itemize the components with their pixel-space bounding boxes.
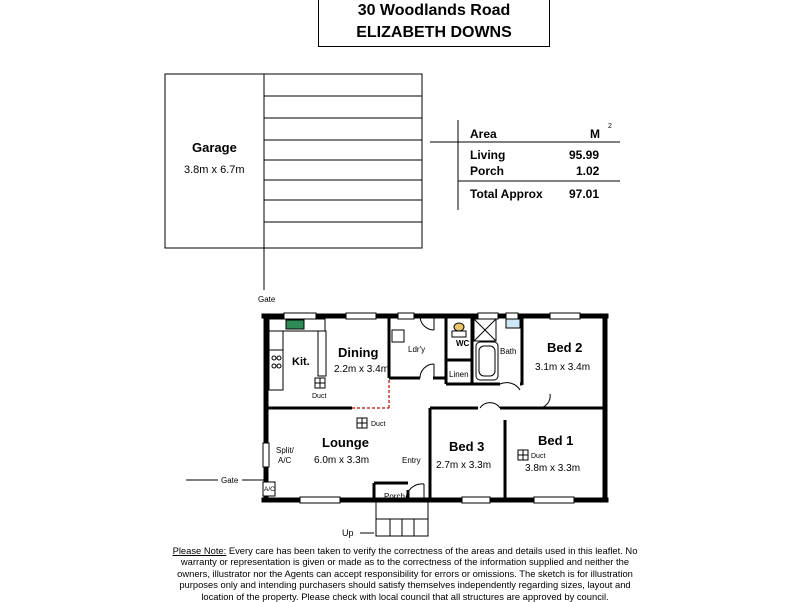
disclaimer-note bbox=[165, 545, 645, 602]
gate-top-label: Gate bbox=[258, 295, 276, 304]
bed1-size: 3.8m x 3.3m bbox=[525, 463, 581, 474]
laundry-trough bbox=[392, 330, 404, 342]
split-ac-label-2: A/C bbox=[278, 456, 292, 465]
duct-bed1-label: Duct bbox=[531, 453, 546, 460]
garage bbox=[165, 74, 422, 290]
note-text: Every care has been taken to verify the correctness of the areas and details used in this leaflet. No warranty or representation is given or made as to the correctness of the information supplied and neither the owners, illustrator nor the Agents can accept responsibility for errors or omissions. The sketch is for illustration purposes only and intending purchasers should satisfy themselves independently regarding sizes, layout and location of the property. Please check with local council that all structures are approved by council. bbox=[177, 545, 638, 602]
area-total-value: 97.01 bbox=[569, 187, 600, 201]
dining-name: Dining bbox=[338, 345, 379, 360]
bed2-size: 3.1m x 3.4m bbox=[535, 362, 591, 373]
area-header-unit: M bbox=[590, 127, 600, 141]
bed1-name: Bed 1 bbox=[538, 433, 574, 448]
area-row-living-label: Living bbox=[470, 148, 506, 162]
duct-dining-label: Duct bbox=[312, 393, 327, 400]
suburb-line: ELIZABETH DOWNS bbox=[356, 24, 512, 41]
area-total-label: Total Approx bbox=[470, 187, 543, 201]
address-line: 30 Woodlands Road bbox=[357, 2, 511, 19]
lounge-size: 6.0m x 3.3m bbox=[314, 455, 370, 466]
porch-label: Porch bbox=[384, 492, 405, 501]
up-label: Up bbox=[342, 528, 354, 538]
area-row-porch-value: 1.02 bbox=[576, 164, 600, 178]
ac-unit-label: A/C bbox=[264, 486, 275, 493]
laundry-name: Ldr'y bbox=[408, 345, 426, 354]
linen-name: Linen bbox=[449, 370, 469, 379]
entry-steps bbox=[360, 502, 428, 536]
area-header-label: Area bbox=[470, 127, 497, 141]
duct-lounge-label: Duct bbox=[371, 421, 386, 428]
note-heading: Please Note: bbox=[172, 545, 227, 556]
area-row-living-value: 95.99 bbox=[569, 148, 600, 162]
split-ac-label-1: Split/ bbox=[276, 446, 294, 455]
area-header-unit-sup: 2 bbox=[608, 123, 612, 130]
wc-name: WC bbox=[456, 339, 470, 348]
lounge-name: Lounge bbox=[322, 435, 369, 450]
gate-left-label: Gate bbox=[221, 476, 239, 485]
kitchen-fixtures bbox=[269, 319, 326, 390]
garage-name: Garage bbox=[192, 140, 237, 155]
garage-size: 3.8m x 6.7m bbox=[184, 164, 245, 176]
bed3-size: 2.7m x 3.3m bbox=[436, 460, 492, 471]
kitchen-name: Kit. bbox=[292, 356, 310, 368]
bed3-name: Bed 3 bbox=[449, 439, 485, 454]
entry-label: Entry bbox=[402, 456, 421, 465]
dining-size: 2.2m x 3.4m bbox=[334, 364, 390, 375]
area-row-porch-label: Porch bbox=[470, 164, 505, 178]
bath-name: Bath bbox=[500, 347, 517, 356]
dashed-opening bbox=[352, 380, 389, 408]
bed2-name: Bed 2 bbox=[547, 340, 583, 355]
